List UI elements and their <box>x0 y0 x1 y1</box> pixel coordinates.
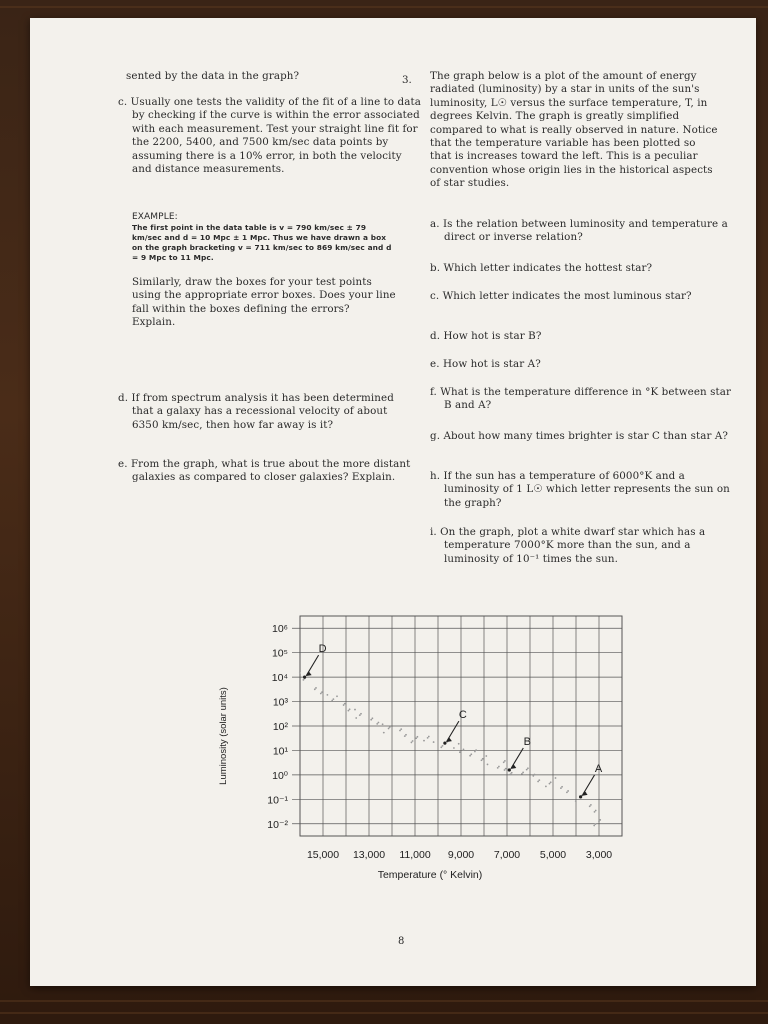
main-sequence-point <box>538 779 540 781</box>
main-sequence-point <box>360 713 362 715</box>
example-heading: EXAMPLE: <box>132 212 178 222</box>
question-3h: h. If the sun has a temperature of 6000°K and a luminosity of 1 L☉ which letter represents the sun on the graph? <box>430 470 730 509</box>
worksheet-page <box>30 18 756 986</box>
main-sequence-point <box>589 805 591 807</box>
x-tick-label: 9,000 <box>447 849 475 861</box>
left-top-text: sented by the data in the graph? <box>126 70 300 82</box>
y-tick-label: 10¹ <box>272 745 288 758</box>
main-sequence-point <box>399 730 401 732</box>
main-sequence-point <box>327 694 329 696</box>
main-sequence-point <box>566 791 568 793</box>
main-sequence-point <box>549 783 551 785</box>
main-sequence-point <box>505 768 507 770</box>
example-text: The first point in the data table is v = 790 km/sec ± 79 km/sec and d = 10 Mpc ± 1 Mpc. Thus we have drawn a box on the graph bracketing v = 711 km/sec to 869 km/sec and d = 9 Mpc to 11 Mpc. <box>132 223 392 262</box>
y-tick-label: 10⁰ <box>272 769 288 782</box>
question-d-left: d. If from spectrum analysis it has been determined that a galaxy has a recessional velocity of about 6350 km/sec, then how far away is it? <box>118 392 394 431</box>
y-tick-label: 10⁶ <box>271 623 288 636</box>
x-tick-label: 11,000 <box>399 849 431 861</box>
y-tick-label: 10² <box>272 721 288 733</box>
x-tick-label: 3,000 <box>585 849 613 861</box>
main-sequence-point <box>469 755 471 757</box>
page-number: 8 <box>398 936 405 947</box>
main-sequence-point <box>598 820 600 822</box>
main-sequence-point <box>521 773 523 775</box>
hr-diagram-svg <box>210 608 630 908</box>
main-sequence-point <box>522 772 524 774</box>
main-sequence-point <box>370 719 372 721</box>
question-3f: f. What is the temperature difference in °K between star B and A? <box>430 386 732 412</box>
y-tick-label: 10⁴ <box>271 672 288 685</box>
main-sequence-point <box>599 819 601 821</box>
main-sequence-point <box>389 726 391 728</box>
main-sequence-point <box>463 749 465 751</box>
x-tick-label: 15,000 <box>306 849 340 861</box>
main-sequence-point <box>372 717 374 719</box>
hr-diagram <box>210 608 630 908</box>
star-a-arrowhead <box>582 791 588 796</box>
main-sequence-point <box>510 773 512 775</box>
main-sequence-point <box>459 751 461 753</box>
main-sequence-point <box>504 760 506 762</box>
main-sequence-point <box>320 693 322 695</box>
question-e-left: e. From the graph, what is true about the more distant galaxies as compared to closer galaxies? Explain. <box>118 458 411 484</box>
question-3b: b. Which letter indicates the hottest star? <box>430 262 653 274</box>
main-sequence-point <box>423 740 425 742</box>
star-b-label: B <box>523 736 531 748</box>
main-sequence-point <box>400 728 402 730</box>
main-sequence-point <box>482 758 484 760</box>
star-a-label: A <box>594 762 603 775</box>
main-sequence-point <box>595 810 597 812</box>
similarly-text: Similarly, draw the boxes for your test points using the appropriate error boxes. Does your line fall within the boxes defining the errors? Explain. <box>132 276 396 329</box>
y-tick-label: 10³ <box>272 696 288 709</box>
question-3-intro: The graph below is a plot of the amount of energy radiated (luminosity) by a star in units of the sun's luminosity, L☉ versus the surface temperature, T, in degrees Kelvin. The graph is greatly simplified compared to what is really observed in nature. Notice that the temperature variable has been plotted so that is increases toward the left. This is a peculiar convention whose origin lies in the historical aspects of star studies. <box>430 70 718 190</box>
question-3g: g. About how many times brighter is star C than star A? <box>430 430 729 442</box>
main-sequence-point <box>545 786 547 788</box>
main-sequence-point <box>355 717 357 719</box>
main-sequence-point <box>333 698 335 700</box>
main-sequence-point <box>575 800 577 802</box>
main-sequence-point <box>527 767 529 769</box>
main-sequence-point <box>331 700 333 702</box>
x-tick-label: 13,000 <box>352 849 386 861</box>
main-sequence-point <box>343 704 345 706</box>
main-sequence-point <box>411 742 413 744</box>
main-sequence-point <box>470 753 472 755</box>
main-sequence-point <box>404 735 406 737</box>
main-sequence-point <box>321 691 323 693</box>
main-sequence-point <box>354 709 356 711</box>
main-sequence-point <box>349 708 351 710</box>
main-sequence-point <box>348 710 350 712</box>
main-sequence-point <box>503 761 505 763</box>
main-sequence-point <box>314 688 316 690</box>
main-sequence-point <box>590 804 592 806</box>
main-sequence-point <box>383 732 385 734</box>
main-sequence-point <box>442 745 444 747</box>
question-3d: d. How hot is star B? <box>430 330 542 342</box>
main-sequence-point <box>427 737 429 739</box>
x-axis-label: Temperature (° Kelvin) <box>377 869 483 881</box>
star-c-label: C <box>458 709 467 722</box>
x-tick-label: 7,000 <box>493 849 521 861</box>
question-c-left: c. Usually one tests the validity of the fit of a line to data by checking if the curve is within the error associated with each measurement. Test your straight line fit for the 2200, 5400, and 7500 km/sec data points by assuming there is a 10% error, in both the velocity and distance measurements. <box>118 96 421 176</box>
star-d-label: D <box>318 643 327 656</box>
y-tick-label: 10⁻¹ <box>267 794 288 807</box>
main-sequence-point <box>555 777 557 779</box>
main-sequence-point <box>415 737 417 739</box>
main-sequence-point <box>532 775 534 777</box>
star-d-arrowhead <box>306 671 312 676</box>
question-3i: i. On the graph, plot a white dwarf star which has a temperature 7000°K more than the sun, and a luminosity of 10⁻¹ times the sun. <box>430 526 706 565</box>
main-sequence-point <box>378 722 380 724</box>
main-sequence-point <box>504 769 506 771</box>
main-sequence-point <box>344 703 346 705</box>
question-number: 3. <box>402 74 412 86</box>
main-sequence-point <box>359 714 361 716</box>
main-sequence-point <box>487 764 489 766</box>
main-sequence-point <box>417 736 419 738</box>
main-sequence-point <box>388 728 390 730</box>
main-sequence-point <box>376 723 378 725</box>
main-sequence-point <box>567 790 569 792</box>
y-tick-label: 10⁻² <box>267 818 288 831</box>
question-3c: c. Which letter indicates the most luminous star? <box>430 290 692 302</box>
main-sequence-point <box>412 740 414 742</box>
main-sequence-point <box>299 672 301 674</box>
y-tick-label: 10⁵ <box>271 647 288 660</box>
main-sequence-point <box>440 746 442 748</box>
main-sequence-point <box>453 747 455 749</box>
main-sequence-point <box>534 774 536 776</box>
main-sequence-point <box>303 679 305 681</box>
main-sequence-point <box>498 766 500 768</box>
star-b-arrowhead <box>510 764 516 769</box>
question-3a: a. Is the relation between luminosity and temperature a direct or inverse relation? <box>430 218 728 244</box>
main-sequence-point <box>497 767 499 769</box>
main-sequence-point <box>475 749 477 751</box>
question-3e: e. How hot is star A? <box>430 358 541 370</box>
main-sequence-point <box>458 743 460 745</box>
main-sequence-point <box>561 786 563 788</box>
star-c-arrowhead <box>446 737 452 742</box>
main-sequence-point <box>428 736 430 738</box>
main-sequence-point <box>315 687 317 689</box>
main-sequence-point <box>595 823 597 825</box>
main-sequence-point <box>526 769 528 771</box>
main-sequence-point <box>511 772 513 774</box>
main-sequence-point <box>594 811 596 813</box>
main-sequence-point <box>485 755 487 757</box>
main-sequence-point <box>481 759 483 761</box>
main-sequence-point <box>537 781 539 783</box>
main-sequence-point <box>405 734 407 736</box>
main-sequence-point <box>336 695 338 697</box>
main-sequence-point <box>593 825 595 827</box>
main-sequence-point <box>433 741 435 743</box>
y-axis-label: Luminosity (solar units) <box>218 687 229 785</box>
main-sequence-point <box>474 751 476 753</box>
main-sequence-point <box>382 723 384 725</box>
x-tick-label: 5,000 <box>539 849 567 861</box>
main-sequence-point <box>560 787 562 789</box>
main-sequence-point <box>550 781 552 783</box>
